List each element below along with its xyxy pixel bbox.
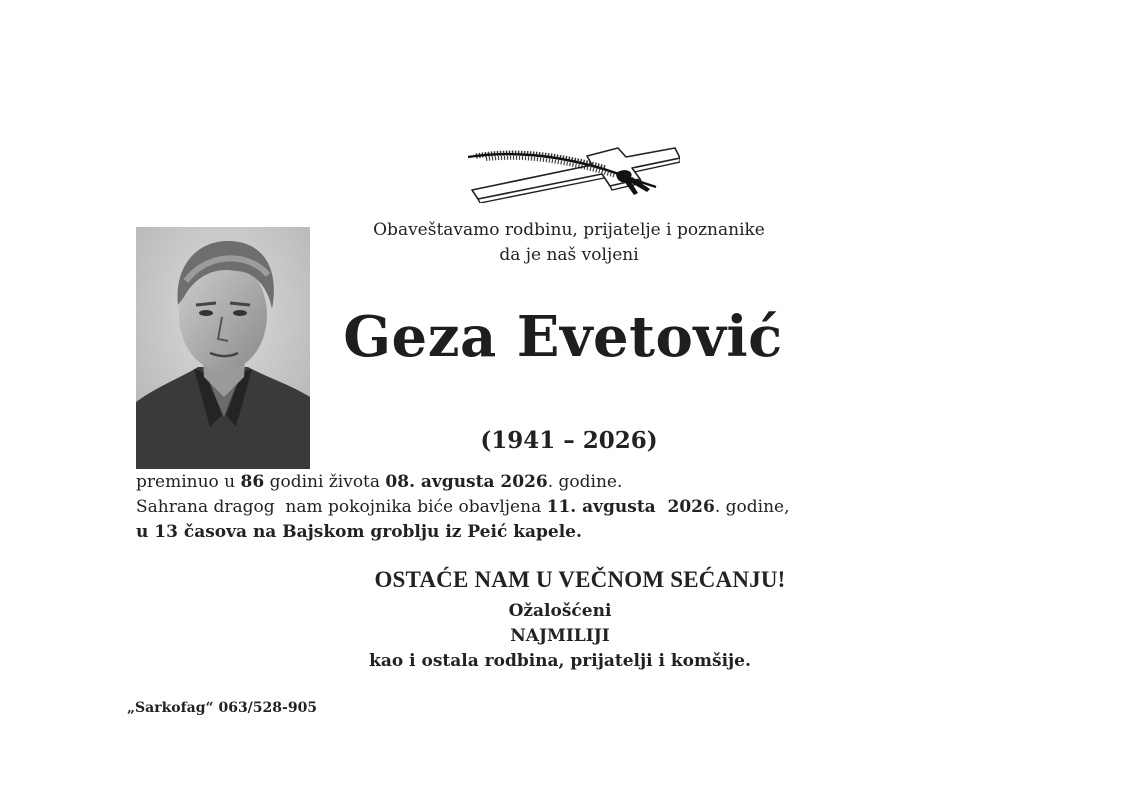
text-segment: godini života	[264, 472, 386, 492]
funeral-agency-contact: „Sarkofag“ 063/528-905	[127, 700, 318, 716]
memorial-motto: OSTAĆE NAM U VEČNOM SEĆANJU!	[374, 567, 786, 592]
death-date: 08. avgusta 2026	[385, 472, 548, 492]
text-segment: preminuo u	[136, 472, 241, 492]
age-value: 86	[240, 472, 265, 492]
portrait-photo	[136, 227, 310, 469]
signature-line-3: kao i ostala rodbina, prijatelji i komšije.	[369, 651, 751, 671]
funeral-details-line	[136, 495, 790, 520]
intro-line-2: da je naš voljeni	[499, 245, 639, 265]
intro-line-1: Obaveštavamo rodbinu, prijatelje i poznanike	[373, 220, 765, 240]
cross-with-palm-branch-icon	[466, 143, 680, 203]
text-segment: . godine,	[714, 497, 790, 517]
funeral-date: 11. avgusta 2026	[546, 497, 715, 517]
signature-line-2: NAJMILIJI	[510, 626, 610, 646]
life-years: (1941 – 2026)	[480, 427, 658, 454]
death-details-line	[136, 470, 622, 495]
text-segment: . godine.	[547, 472, 623, 492]
text-segment: Sahrana dragog nam pokojnika biće obavljena	[136, 497, 547, 517]
signature-line-1: Ožalošćeni	[508, 601, 612, 621]
funeral-location-line: u 13 časova na Bajskom groblju iz Peić kapele.	[136, 522, 582, 542]
deceased-name: Geza Evetović	[343, 304, 783, 370]
